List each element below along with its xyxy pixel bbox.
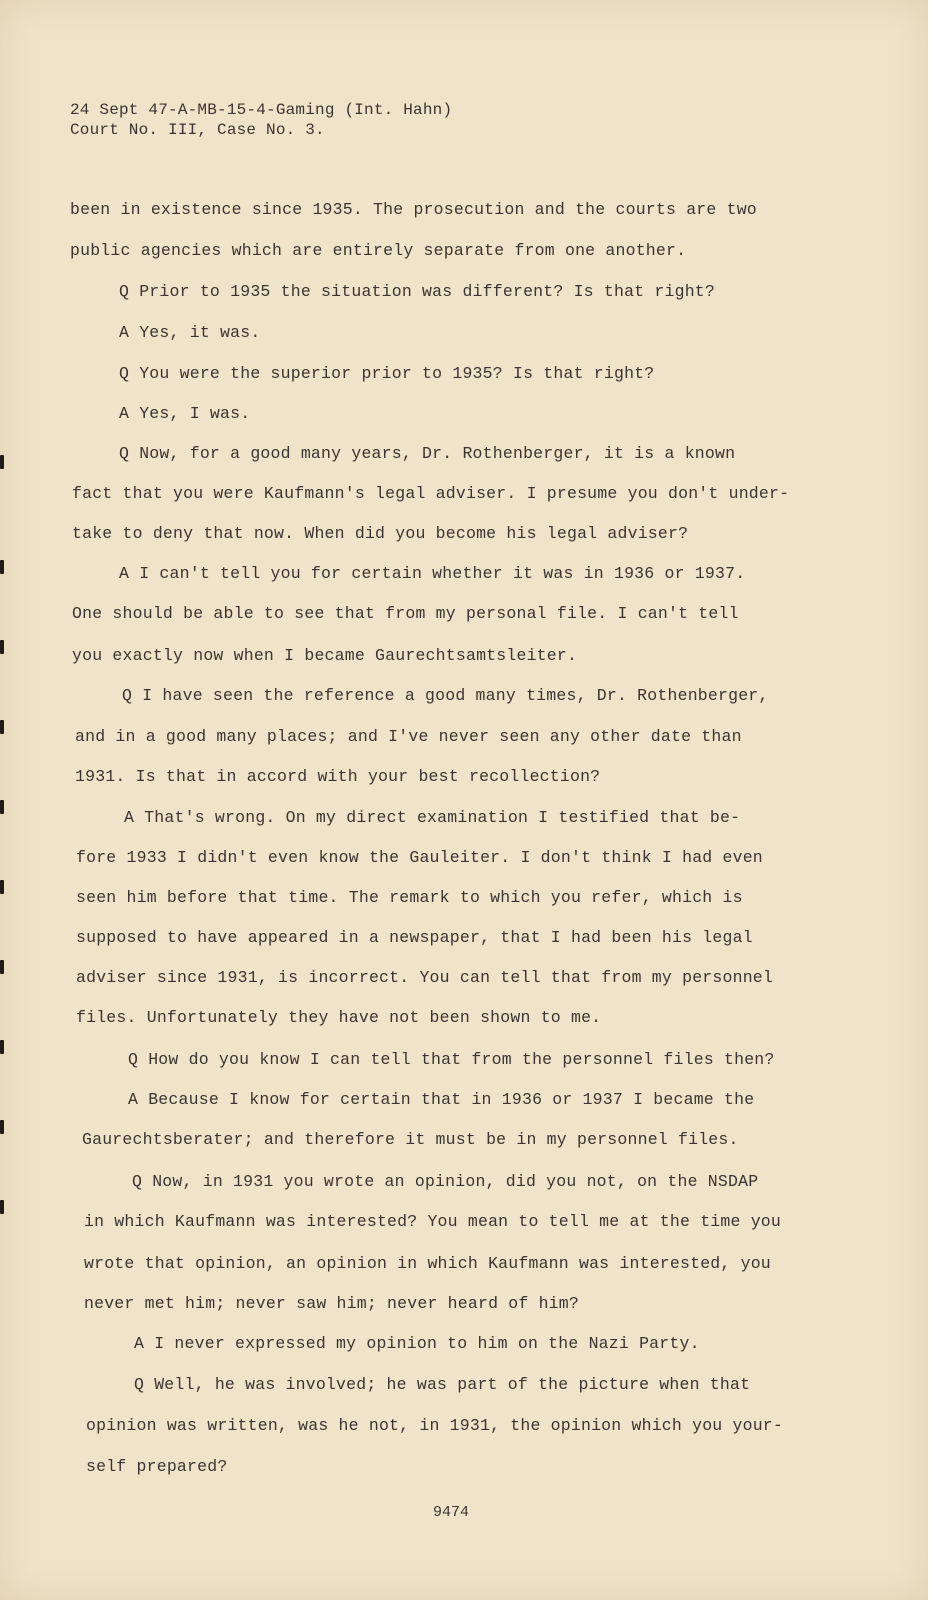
text-line: Q Now, for a good many years, Dr. Rothenberger, it is a known <box>119 444 736 463</box>
text-line: Q You were the superior prior to 1935? Is that right? <box>119 364 655 383</box>
binding-hole-mark <box>0 960 4 974</box>
text-line: A That's wrong. On my direct examination I testified that be- <box>124 808 741 827</box>
text-line: A I never expressed my opinion to him on the Nazi Party. <box>134 1334 700 1353</box>
text-line: supposed to have appeared in a newspaper, that I had been his legal <box>76 928 753 947</box>
text-line: take to deny that now. When did you become his legal adviser? <box>72 524 689 543</box>
document-header <box>70 100 452 140</box>
text-line: seen him before that time. The remark to which you refer, which is <box>76 888 743 907</box>
scan-border <box>928 0 945 1600</box>
text-line: in which Kaufmann was interested? You mean to tell me at the time you <box>84 1212 782 1231</box>
binding-hole-mark <box>0 720 4 734</box>
binding-hole-mark <box>0 640 4 654</box>
text-line: Gaurechtsberater; and therefore it must be in my personnel files. <box>82 1130 739 1149</box>
text-line: adviser since 1931, is incorrect. You can tell that from my personnel <box>76 968 774 987</box>
binding-hole-mark <box>0 1200 4 1214</box>
text-line: A Because I know for certain that in 1936 or 1937 I became the <box>128 1090 755 1109</box>
page-number: 9474 <box>433 1504 470 1521</box>
text-line: and in a good many places; and I've never seen any other date than <box>75 727 742 746</box>
binding-hole-mark <box>0 1120 4 1134</box>
text-line: Q I have seen the reference a good many times, Dr. Rothenberger, <box>122 686 769 705</box>
header-reference-line: 24 Sept 47-A-MB-15-4-Gaming (Int. Hahn) <box>70 101 453 119</box>
text-line: Q Now, in 1931 you wrote an opinion, did you not, on the NSDAP <box>132 1172 759 1191</box>
text-line: been in existence since 1935. The prosecution and the courts are two <box>70 200 757 219</box>
text-line: never met him; never saw him; never heard of him? <box>84 1294 579 1313</box>
text-line: Q Prior to 1935 the situation was different? Is that right? <box>119 282 715 301</box>
binding-hole-mark <box>0 1040 4 1054</box>
text-line: self prepared? <box>86 1457 228 1476</box>
text-line: fore 1933 I didn't even know the Gauleiter. I don't think I had even <box>76 848 763 867</box>
text-line: Q Well, he was involved; he was part of the picture when that <box>134 1375 751 1394</box>
text-line: 1931. Is that in accord with your best recollection? <box>75 767 601 786</box>
text-line: A Yes, I was. <box>119 404 251 423</box>
text-line: Q How do you know I can tell that from the personnel files then? <box>128 1050 775 1069</box>
binding-hole-mark <box>0 560 4 574</box>
binding-hole-mark <box>0 800 4 814</box>
text-line: A I can't tell you for certain whether it was in 1936 or 1937. <box>119 564 746 583</box>
text-line: A Yes, it was. <box>119 323 261 342</box>
text-line: fact that you were Kaufmann's legal adviser. I presume you don't under- <box>72 484 790 503</box>
binding-hole-mark <box>0 880 4 894</box>
header-court-line: Court No. III, Case No. 3. <box>70 121 325 139</box>
text-line: files. Unfortunately they have not been shown to me. <box>76 1008 602 1027</box>
binding-hole-mark <box>0 455 4 469</box>
text-line: One should be able to see that from my personal file. I can't tell <box>72 604 739 623</box>
text-line: wrote that opinion, an opinion in which Kaufmann was interested, you <box>84 1254 771 1273</box>
text-line: opinion was written, was he not, in 1931, the opinion which you your- <box>86 1416 784 1435</box>
text-line: public agencies which are entirely separate from one another. <box>70 241 687 260</box>
text-line: you exactly now when I became Gaurechtsamtsleiter. <box>72 646 578 665</box>
